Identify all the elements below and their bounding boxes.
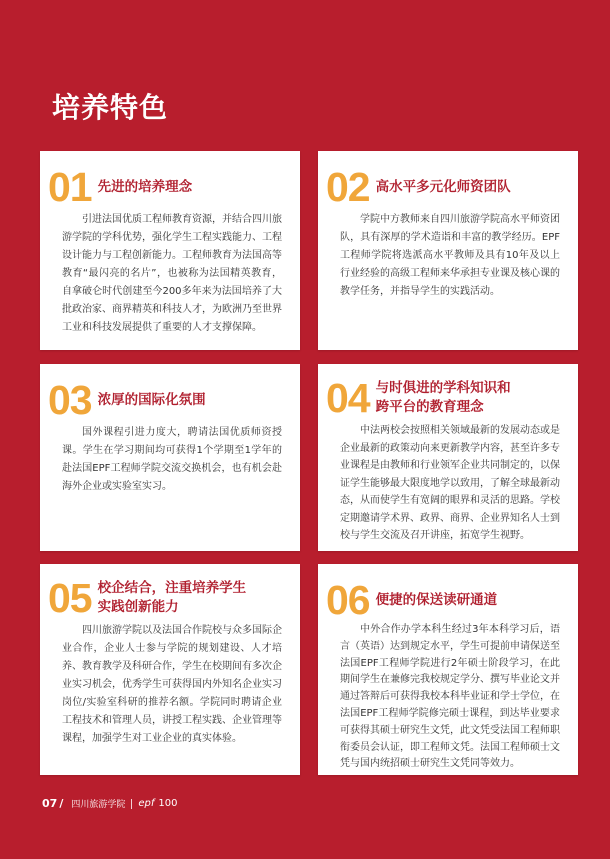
card-header	[326, 165, 511, 209]
card-heading: 与时俱进的学科知识和 跨平台的教育理念	[375, 380, 511, 415]
page-title: 培养特色	[52, 91, 169, 124]
card-header	[48, 165, 192, 209]
card-number: 01	[48, 164, 92, 210]
card-header	[48, 378, 206, 422]
card-number: 04	[326, 375, 370, 421]
card-body: 中法两校会按照相关领域最新的发展动态或是企业最新的政策动向来更新教学内容，甚至许多专业课程是由教师和行业领军企业共同制定的，以保证学生能够最大限度地学以致用，了解全球最新动态，从而使学生有宽阔的眼界和灵活的思路。学校定期邀请学术界、政界、商界、企业界知名人士到校与学生交流及召开讲座，拓宽学生视野。	[340, 425, 560, 541]
school-logo: 四川旅游学院	[71, 800, 126, 810]
card-heading: 浓厚的国际化氛围	[97, 391, 206, 408]
anniversary-logo: 100	[158, 798, 178, 809]
card-body: 引进法国优质工程师教育资源，并结合四川旅游学院的学科优势，强化学生工程实践能力、工程设计能力与工程创新能力。工程师教育为法国高等教育“最闪亮的名片”，也被称为法国精英教育，自拿破仑时代创建至今200多年来为法国培养了大批政治家、商界精英和科技人才，为欧洲乃至世界工业和科技发展提供了重要的人才支撑保障。	[62, 214, 282, 333]
feature-card-02	[318, 151, 578, 350]
card-header	[326, 578, 497, 622]
slash-divider-icon: /	[59, 797, 64, 810]
card-body: 四川旅游学院以及法国合作院校与众多国际企业合作，企业人士参与学院的规划建设、人才培养、教育教学及科研合作，学生在校期间有多次企业实习机会，优秀学生可获得国内外知名企业实习岗位/实验室科研的推荐名额。学院同时聘请企业工程技术和管理人员，讲授工程实践、企业管理等课程，加强学生对工业企业的真实体验。	[62, 625, 282, 744]
card-number: 05	[48, 575, 92, 621]
card-heading: 便捷的保送读研通道	[375, 591, 498, 608]
card-heading: 高水平多元化师资团队	[375, 178, 511, 195]
feature-card-06	[318, 564, 578, 775]
card-heading: 先进的培养理念	[97, 178, 193, 195]
card-body: 国外课程引进力度大，聘请法国优质师资授课。学生在学习期间均可获得1个学期至1学年的赴法国EPF工程师学院交流交换机会，也有机会赴海外企业或实验室实习。	[62, 427, 282, 492]
card-header	[48, 576, 246, 620]
feature-card-03	[40, 364, 300, 551]
card-header	[326, 376, 511, 420]
page-number: 07	[42, 797, 58, 810]
card-body: 学院中方教师来自四川旅游学院高水平师资团队，具有深厚的学术造诣和丰富的教学经历。EPF工程师学院将选派高水平教师及具有10年及以上行业经验的高级工程师来华承担专业课及核心课的教学任务，并指导学生的实践活动。	[340, 214, 560, 297]
feature-card-01	[40, 151, 300, 350]
card-number: 03	[48, 377, 92, 423]
epf-logo: epf	[138, 798, 155, 809]
feature-card-04	[318, 364, 578, 551]
card-heading: 校企结合，注重培养学生 实践创新能力	[97, 580, 247, 615]
feature-card-05	[40, 564, 300, 775]
card-body: 中外合作办学本科生经过3年本科学习后，语言（英语）达到规定水平，学生可提前申请保送至法国EPF工程师学院进行2年硕士阶段学习，在此期间学生在兼修完我校规定学分、撰写毕业论文并通过答辩后可获得我校本科毕业证和学士学位，在法国EPF工程师学院修完硕士课程，到达毕业要求可获得其硕士研究生文凭，此文凭受法国工程师职衔委员会认证，即工程师文凭。法国工程师硕士文凭与国内统招硕士研究生文凭同等效力。	[340, 624, 560, 770]
logo-divider	[131, 799, 132, 809]
card-number: 02	[326, 164, 370, 210]
card-number: 06	[326, 577, 370, 623]
page-footer	[42, 797, 177, 810]
